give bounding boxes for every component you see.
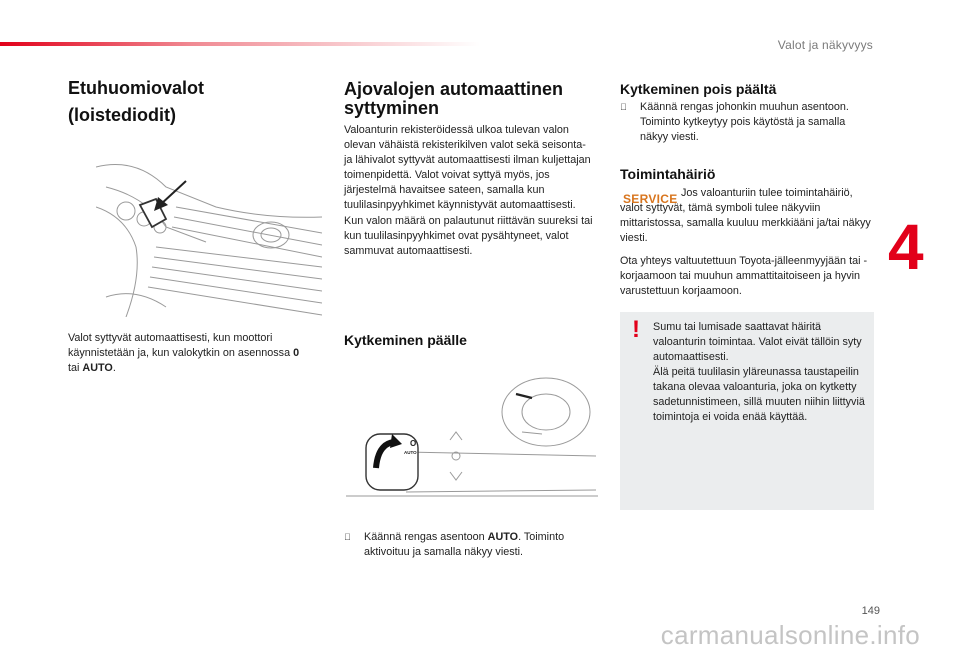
bullet-turn-on: [344, 530, 596, 560]
bullet-icon: [620, 100, 627, 115]
paragraph: Kun valon määrä on palautunut riittävän suureksi tai kun tuulilasinpyyhkimet ovat pysähtyneet, valot sammuvat automaattisesti.: [344, 214, 593, 257]
bullet-text: . Toiminto aktivoituu ja samalla näkyy viesti.: [364, 531, 565, 559]
header-accent-bar: [0, 42, 480, 46]
bullet-turn-off: [620, 100, 874, 145]
drl-caption: [68, 331, 306, 376]
bullet-icon: [344, 530, 351, 545]
light-stalk-illustration: [346, 372, 598, 500]
section-title-drl: [68, 77, 308, 127]
warning-paragraph: Sumu tai lumisade saattavat häiritä valoanturin toimintaa. Valot eivät tällöin syty automaattisesti.: [653, 321, 862, 363]
warning-box: [620, 312, 874, 510]
headlight-illustration: [96, 147, 322, 317]
watermark: carmanualsonline.info: [660, 620, 920, 649]
title-line: (loistediodit): [68, 105, 176, 125]
auto-lights-description: [344, 123, 596, 259]
warning-paragraph: Älä peitä tuulilasin yläreunassa taustapeilin takana olevaa valoanturia, joka on kytketty sadetunnistimeen, sillä muuten niihin liittyviä toimintoja ei voida enää käyttää.: [653, 366, 865, 423]
paragraph: Valoanturin rekisteröidessä ulkoa tulevan valon olevan vähäistä rekisterikilven valot sekä seisonta- ja lähivalot syttyvät automaattisesti ilman kuljettajan toimenpidettä. Valot voivat syttyä myös, jos järjestelmä havaitsee sateen, samalla kun tuulilasinpyyhkimet käynnistyvät automaattisesti.: [344, 124, 591, 212]
chapter-number: 4: [888, 211, 924, 283]
warning-icon: !: [632, 316, 640, 343]
stalk-label-o: O: [410, 439, 417, 448]
malfunction-description: Jos valoanturiin tulee toimintahäiriö, valot syttyvät, tämä symboli tulee näkyviin mittaristossa, samalla kuuluu merkkiääni ja/tai näkyy viesti.: [620, 187, 871, 245]
contact-dealer-text: Ota yhteys valtuutettuun Toyota-jälleenmyyjään tai -korjaamoon tai muuhun ammattitaitoiseen ja hyvin varustettuun korjaamoon.: [620, 255, 868, 298]
section-title-turn-off: Kytkeminen pois päältä: [620, 81, 777, 97]
bullet-text: Käännä rengas asentoon: [364, 531, 488, 543]
caption-bold: 0: [293, 347, 300, 360]
section-title-malfunction: Toimintahäiriö: [620, 166, 716, 182]
warning-text: [653, 320, 869, 425]
title-line: syttyminen: [344, 98, 440, 118]
title-line: Etuhuomiovalot: [68, 78, 204, 98]
page-number: 149: [861, 605, 880, 617]
stalk-image: [346, 372, 598, 500]
caption-text: .: [112, 362, 116, 375]
section-title-auto-lights: [344, 80, 594, 118]
service-warning-icon: SERVICE: [623, 192, 678, 206]
car-front-image: [96, 147, 322, 317]
title-line: Ajovalojen automaattinen: [344, 79, 564, 99]
subtitle-turn-on: Kytkeminen päälle: [344, 332, 467, 348]
chapter-title: Valot ja näkyvyys: [777, 38, 873, 52]
caption-text: Valot syttyvät automaattisesti, kun moottori käynnistetään ja, kun valokytkin on asennossa: [68, 332, 294, 360]
bullet-text: Käännä rengas johonkin muuhun asentoon. Toiminto kytkeytyy pois käytöstä ja samalla näkyy viesti.: [640, 101, 849, 144]
caption-text: tai: [68, 362, 83, 375]
stalk-label-auto: AUTO: [404, 450, 417, 455]
caption-bold: AUTO: [82, 362, 113, 375]
bullet-bold: AUTO: [487, 531, 519, 543]
